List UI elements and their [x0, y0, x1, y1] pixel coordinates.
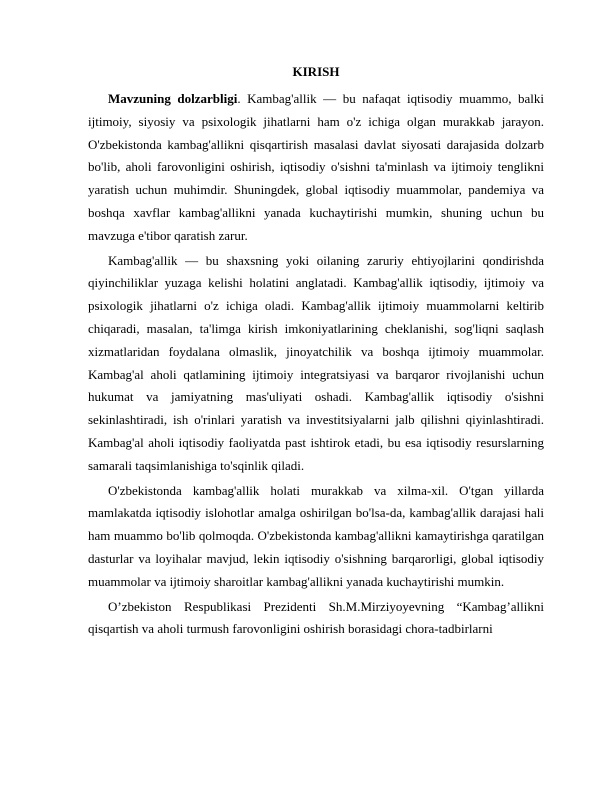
paragraph-president-decree: O’zbekiston Respublikasi Prezidenti Sh.M.Mirziyoyevning “Kambag’allikni qisqartish va aholi turmush farovonligini oshirish borasidagi chora-tadbirlarni — [88, 598, 544, 637]
paragraph-text: . Kambag'allik — bu nafaqat iqtisodiy muammo, balki ijtimoiy, siyosiy va psixologik jihatlarni ham o'z ichiga olgan murakkab jarayon. O'zbekistonda kambag'allikni qisqartirish masalasi davlat siyosati darajasida dolzarb bo'lib, aholi farovonligini oshirish, iqtisodiy o'sishni ta'minlash va ijtimoiy tenglikni yaratish uchun muhimdir. Shuningdek, global iqtisodiy muammolar, pandemiya va boshqa xavflar kambag'allikni yanada kuchaytirishi mumkin, shuning uchun bu mavzuga e'tibor qaratish zarur. — [88, 91, 544, 243]
document-page — [88, 62, 544, 643]
paragraph-uzbekistan-situation: O'zbekistonda kambag'allik holati murakkab va xilma-xil. O'tgan yillarda mamlakatda iqtisodiy islohotlar amalga oshirilgan bo'lsa-da, kambag'allik darajasi hali ham muammo bo'lib qolmoqda. O'zbekistonda kambag'allikni kamaytirishga qaratilgan dasturlar va loyihalar mavjud, lekin iqtisodiy o'sishning barqarorligi, global iqtisodiy muammolar va ijtimoiy sharoitlar kambag'allikni yanada kuchaytirishi mumkin. — [88, 482, 544, 589]
paragraph-definition: Kambag'allik — bu shaxsning yoki oilaning zaruriy ehtiyojlarini qondirishda qiyinchiliklar yuzaga kelishi holatini anglatadi. Kambag'allik iqtisodiy, ijtimoiy va psixologik jihatlarni o'z ichiga oladi. Kambag'allik ijtimoiy muammolarni keltirib chiqaradi, masalan, ta'limga kirish imkoniyatlarining cheklanishi, sog'liqni saqlash xizmatlaridan foydalana olmaslik, jinoyatchilik va boshqa ijtimoiy muammolar. Kambag'al aholi qatlamining ijtimoiy integratsiyasi va barqaror rivojlanishi uchun hukumat va jamiyatning mas'uliyati oshadi. Kambag'allik iqtisodiy o'sishni sekinlashtiradi, ish o'rinlari yaratish va investitsiyalarni jalb qilishni qiyinlashtiradi. Kambag'al aholi iqtisodiy faoliyatda past ishtirok etadi, bu esa iqtisodiy resurslarning samarali taqsimlanishiga to'sqinlik qiladi. — [88, 252, 544, 473]
paragraph-relevance — [88, 88, 544, 248]
paragraph-lead: Mavzuning dolzarbligi — [108, 91, 238, 106]
page-title: KIRISH — [292, 64, 340, 79]
